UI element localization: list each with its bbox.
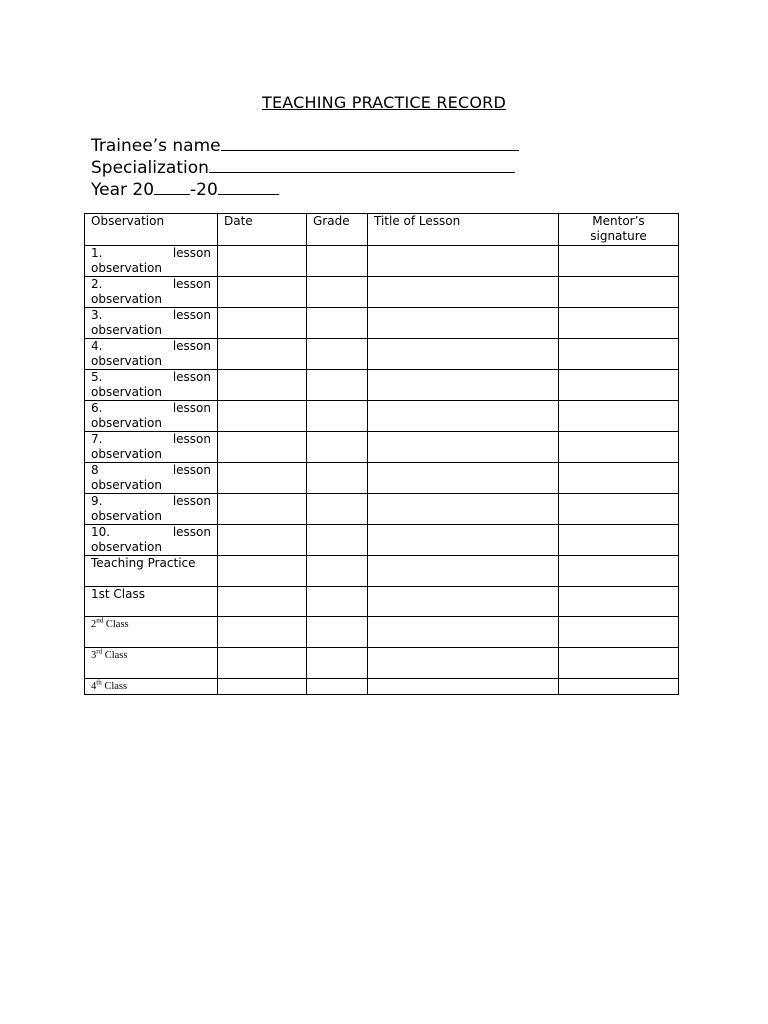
practice-record-table [84,213,679,695]
observation-5-lesson-title-cell[interactable] [368,370,559,401]
observation-label-cell [85,277,218,308]
header-date: Date [218,214,307,246]
observation-number: 5. [91,370,103,384]
observation-3-mentor-signature-cell[interactable] [559,308,679,339]
class-4-date-cell[interactable] [218,679,307,695]
observation-label-cell [85,463,218,494]
class-2-mentor-signature-cell[interactable] [559,617,679,648]
observation-suffix: observation [91,416,162,430]
first-class-lesson-title-cell[interactable] [368,587,559,617]
first-class-label: 1st Class [85,587,218,617]
observation-number: 7. [91,432,103,446]
class-4-lesson-title-cell[interactable] [368,679,559,695]
class-2-date-cell[interactable] [218,617,307,648]
observation-2-mentor-signature-cell[interactable] [559,277,679,308]
observation-8-date-cell[interactable] [218,463,307,494]
observation-label-top [91,339,211,354]
year-line [91,179,519,201]
observation-10-date-cell[interactable] [218,525,307,556]
observation-label-cell [85,494,218,525]
observation-label-cell [85,432,218,463]
observation-8-lesson-title-cell[interactable] [368,463,559,494]
document-title: TEACHING PRACTICE RECORD [262,93,506,112]
table-row [85,432,679,463]
observation-7-lesson-title-cell[interactable] [368,432,559,463]
observation-7-grade-cell[interactable] [307,432,368,463]
table-row [85,587,679,617]
first-class-grade-cell[interactable] [307,587,368,617]
class-3-date-cell[interactable] [218,648,307,679]
observation-number: 10. [91,525,111,539]
observation-2-lesson-title-cell[interactable] [368,277,559,308]
observation-number: 3. [91,308,103,322]
observation-5-grade-cell[interactable] [307,370,368,401]
table-row [85,370,679,401]
class-ordinal-suffix: rd [96,647,103,656]
specialization-line [91,157,519,179]
observation-5-mentor-signature-cell[interactable] [559,370,679,401]
year-start-blank[interactable] [154,179,190,195]
observation-3-date-cell[interactable] [218,308,307,339]
observation-9-grade-cell[interactable] [307,494,368,525]
observation-10-lesson-title-cell[interactable] [368,525,559,556]
observation-suffix: observation [91,540,162,554]
year-end-blank[interactable] [218,179,279,195]
observation-9-mentor-signature-cell[interactable] [559,494,679,525]
observation-2-date-cell[interactable] [218,277,307,308]
table-row [85,463,679,494]
class-3-mentor-signature-cell[interactable] [559,648,679,679]
first-class-date-cell[interactable] [218,587,307,617]
observation-1-grade-cell[interactable] [307,246,368,277]
observation-number: 4. [91,339,103,353]
teaching-practice-lesson-title-cell[interactable] [368,556,559,587]
observation-number: 6. [91,401,103,415]
observation-number: 9. [91,494,103,508]
table-body [85,246,679,695]
observation-suffix: observation [91,323,162,337]
trainee-name-blank[interactable] [221,135,519,151]
observation-4-grade-cell[interactable] [307,339,368,370]
teaching-practice-grade-cell[interactable] [307,556,368,587]
class-number: 4 [91,681,97,692]
observation-8-grade-cell[interactable] [307,463,368,494]
class-word: Class [105,619,129,630]
observation-word: lesson [172,432,211,446]
table-row [85,494,679,525]
observation-label-cell [85,370,218,401]
year-prefix: Year 20 [91,180,155,200]
observation-word: lesson [172,277,211,291]
observation-word: lesson [172,463,211,477]
trainee-name-label: Trainee’s name [91,136,221,156]
class-word: Class [104,681,128,692]
observation-1-date-cell[interactable] [218,246,307,277]
observation-4-date-cell[interactable] [218,339,307,370]
observation-suffix: observation [91,478,162,492]
header-fields [91,135,519,201]
observation-label-cell [85,339,218,370]
observation-label-cell [85,401,218,432]
observation-1-lesson-title-cell[interactable] [368,246,559,277]
header-mentor-signature: Mentor’s signature [559,214,679,246]
observation-word: lesson [172,401,211,415]
observation-suffix: observation [91,261,162,275]
observation-1-mentor-signature-cell[interactable] [559,246,679,277]
class-number: 2 [91,619,97,630]
observation-6-date-cell[interactable] [218,401,307,432]
observation-4-lesson-title-cell[interactable] [368,339,559,370]
observation-7-date-cell[interactable] [218,432,307,463]
observation-number: 8 [91,463,99,477]
observation-number: 1. [91,246,103,260]
class-4-mentor-signature-cell[interactable] [559,679,679,695]
observation-suffix: observation [91,354,162,368]
header-title-of-lesson: Title of Lesson [368,214,559,246]
table-row [85,246,679,277]
class-4-grade-cell[interactable] [307,679,368,695]
observation-word: lesson [172,494,211,508]
observation-suffix: observation [91,292,162,306]
observation-word: lesson [172,339,211,353]
observation-suffix: observation [91,385,162,399]
observation-word: lesson [172,525,211,539]
specialization-label: Specialization [91,158,209,178]
class-label-cell [85,648,218,679]
observation-5-date-cell[interactable] [218,370,307,401]
observation-10-mentor-signature-cell[interactable] [559,525,679,556]
observation-7-mentor-signature-cell[interactable] [559,432,679,463]
table-row [85,679,679,695]
teaching-practice-label: Teaching Practice [85,556,218,587]
observation-9-lesson-title-cell[interactable] [368,494,559,525]
header-grade: Grade [307,214,368,246]
class-label-cell [85,617,218,648]
observation-label-top [91,463,211,478]
table-row [85,648,679,679]
observation-6-grade-cell[interactable] [307,401,368,432]
class-3-lesson-title-cell[interactable] [368,648,559,679]
teaching-practice-mentor-signature-cell[interactable] [559,556,679,587]
observation-label-cell [85,525,218,556]
trainee-name-line [91,135,519,157]
observation-label-top [91,370,211,385]
specialization-blank[interactable] [209,157,515,173]
table-row [85,556,679,587]
teaching-practice-date-cell[interactable] [218,556,307,587]
observation-word: lesson [172,308,211,322]
class-ordinal-suffix: nd [96,616,104,625]
observation-3-grade-cell[interactable] [307,308,368,339]
class-3-grade-cell[interactable] [307,648,368,679]
class-2-grade-cell[interactable] [307,617,368,648]
observation-number: 2. [91,277,103,291]
observation-word: lesson [172,246,211,260]
class-2-lesson-title-cell[interactable] [368,617,559,648]
table-row [85,401,679,432]
observation-2-grade-cell[interactable] [307,277,368,308]
observation-6-mentor-signature-cell[interactable] [559,401,679,432]
observation-6-lesson-title-cell[interactable] [368,401,559,432]
table-row [85,617,679,648]
observation-label-cell [85,308,218,339]
class-number: 3 [91,650,97,661]
observation-label-top [91,525,211,540]
observation-label-top [91,432,211,447]
header-observation: Observation [85,214,218,246]
observation-8-mentor-signature-cell[interactable] [559,463,679,494]
observation-3-lesson-title-cell[interactable] [368,308,559,339]
observation-10-grade-cell[interactable] [307,525,368,556]
observation-suffix: observation [91,509,162,523]
observation-label-top [91,277,211,292]
observation-9-date-cell[interactable] [218,494,307,525]
observation-4-mentor-signature-cell[interactable] [559,339,679,370]
observation-label-cell [85,246,218,277]
observation-label-top [91,246,211,261]
class-ordinal-suffix: th [96,678,102,687]
class-word: Class [104,650,128,661]
table-row [85,339,679,370]
observation-word: lesson [172,370,211,384]
table-row [85,525,679,556]
observation-label-top [91,401,211,416]
first-class-mentor-signature-cell[interactable] [559,587,679,617]
table-row [85,308,679,339]
year-separator: -20 [190,180,218,200]
observation-label-top [91,494,211,509]
observation-suffix: observation [91,447,162,461]
table-row [85,277,679,308]
class-label-cell [85,679,218,695]
observation-label-top [91,308,211,323]
table-header-row [85,214,679,246]
